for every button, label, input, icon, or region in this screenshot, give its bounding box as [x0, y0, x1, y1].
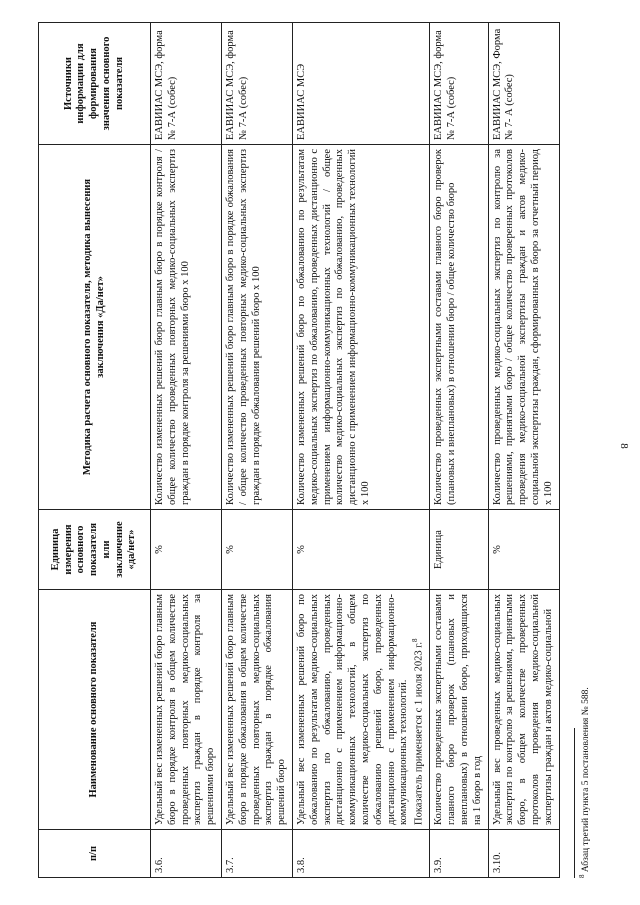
row-name: Удельный вес измененных решений бюро главным бюро в порядке обжалования в общем количестве проведенных повторных медико-социальных экспертиз граждан в порядке обжалования решений бюро [221, 590, 292, 830]
footnote-mark: 8 [577, 874, 586, 878]
row-num: 3.6. [151, 830, 222, 878]
header-unit: Единица измерения основного показателя или заключение «да/нет» [39, 510, 151, 590]
row-method: Количество измененных решений бюро главным бюро в порядке контроля / общее количество проведенных повторных медико-социальных экспертиз граждан в порядке контроля за решениями бюро х 100 [151, 145, 222, 510]
row-name-note-text: Показатель применяется с 1 июля 2023 г. [413, 641, 425, 825]
footnote [578, 23, 591, 878]
row-unit: % [488, 510, 559, 590]
row-name-note [411, 594, 426, 825]
table-header-row [39, 23, 151, 878]
row-method: Количество проведенных экспертными составами главного бюро проверок (плановых и внеплановых) в отношении бюро / общее количество бюро [430, 145, 488, 510]
row-source: ЕАВИИАС МСЭ, форма № 7-А (собес) [221, 23, 292, 145]
row-num: 3.9. [430, 830, 488, 878]
row-unit: % [221, 510, 292, 590]
header-num: п/п [39, 830, 151, 878]
footnote-text: Абзац третий пункта 5 постановления № 588. [580, 687, 591, 873]
row-name: Удельный вес измененных решений бюро главным бюро в порядке контроля в общем количестве проведенных повторных медико-социальных экспертиз граждан в порядке контроля за решениями бюро [151, 590, 222, 830]
header-source: Источники информации для формирования значения основного показателя [39, 23, 151, 145]
row-unit: % [151, 510, 222, 590]
row-num: 3.10. [488, 830, 559, 878]
rotated-page-content [38, 23, 614, 878]
row-method: Количество измененных решений бюро по обжалованию по результатам медико-социальных экспертиз по обжалованию, проведенных дистанционно с применением информационно-коммуникационных технологий / общее количество медико-социальных экспертиз по обжалованию, проведенных дистанционно с применением информационно-коммуникационных технологий х 100 [292, 145, 429, 510]
table-row [151, 23, 222, 878]
indicators-table [38, 22, 560, 878]
row-unit: Единица [430, 510, 488, 590]
row-name-cell [292, 590, 429, 830]
table-row [430, 23, 488, 878]
row-source: ЕАВИИАС МСЭ, Форма № 7- А (собес) [488, 23, 559, 145]
page-number: 8 [618, 443, 630, 449]
table-row [221, 23, 292, 878]
footnote-ref: 8 [411, 638, 420, 642]
row-method: Количество проведенных медико-социальных экспертиз по контролю за решениями, принятыми бюро / общее количество проверенных протоколов проведения медико-социальной экспертизы граждан и актов медико-социальной экспертизы граждан, сформированных в бюро за отчетный период х 100 [488, 145, 559, 510]
header-method: Методика расчета основного показателя, методика вынесения заключения «Да/нет» [39, 145, 151, 510]
row-name: Удельный вес проведенных медико-социальных экспертиз по контролю за решениями, принятыми бюро, в общем количестве проверенных протоколов проведения медико-социальной экспертизы граждан и актов медико-социальной [488, 590, 559, 830]
row-num: 3.7. [221, 830, 292, 878]
row-unit: % [292, 510, 429, 590]
row-name: Количество проведенных экспертными составами главного бюро проверок (плановых и внеплановых) в отношении бюро, приходящихся на 1 бюро в год [430, 590, 488, 830]
row-source: ЕАВИИАС МСЭ [292, 23, 429, 145]
row-source: ЕАВИИАС МСЭ, форма № 7-А (собес) [430, 23, 488, 145]
row-num: 3.8. [292, 830, 429, 878]
header-name: Наименование основного показателя [39, 590, 151, 830]
table-row [488, 23, 559, 878]
row-name: Удельный вес измененных решений бюро по обжалованию по результатам медико-социальных экспертиз по обжалованию, проведенных дистанционно с применением информационно-коммуникационных технологий, в общем количестве медико-социальных экспертиз по обжалованию решений бюро, проведенных дистанционно с применением информационно-коммуникационных технологий. [295, 594, 410, 825]
row-source: ЕАВИИАС МСЭ, форма № 7-А (собес) [151, 23, 222, 145]
table-row [292, 23, 429, 878]
footnote-separator [574, 728, 575, 878]
row-method: Количество измененных решений бюро главным бюро в порядке обжалования / общее количество проведенных повторных медико-социальных экспертиз граждан в порядке обжалования решений бюро х 100 [221, 145, 292, 510]
